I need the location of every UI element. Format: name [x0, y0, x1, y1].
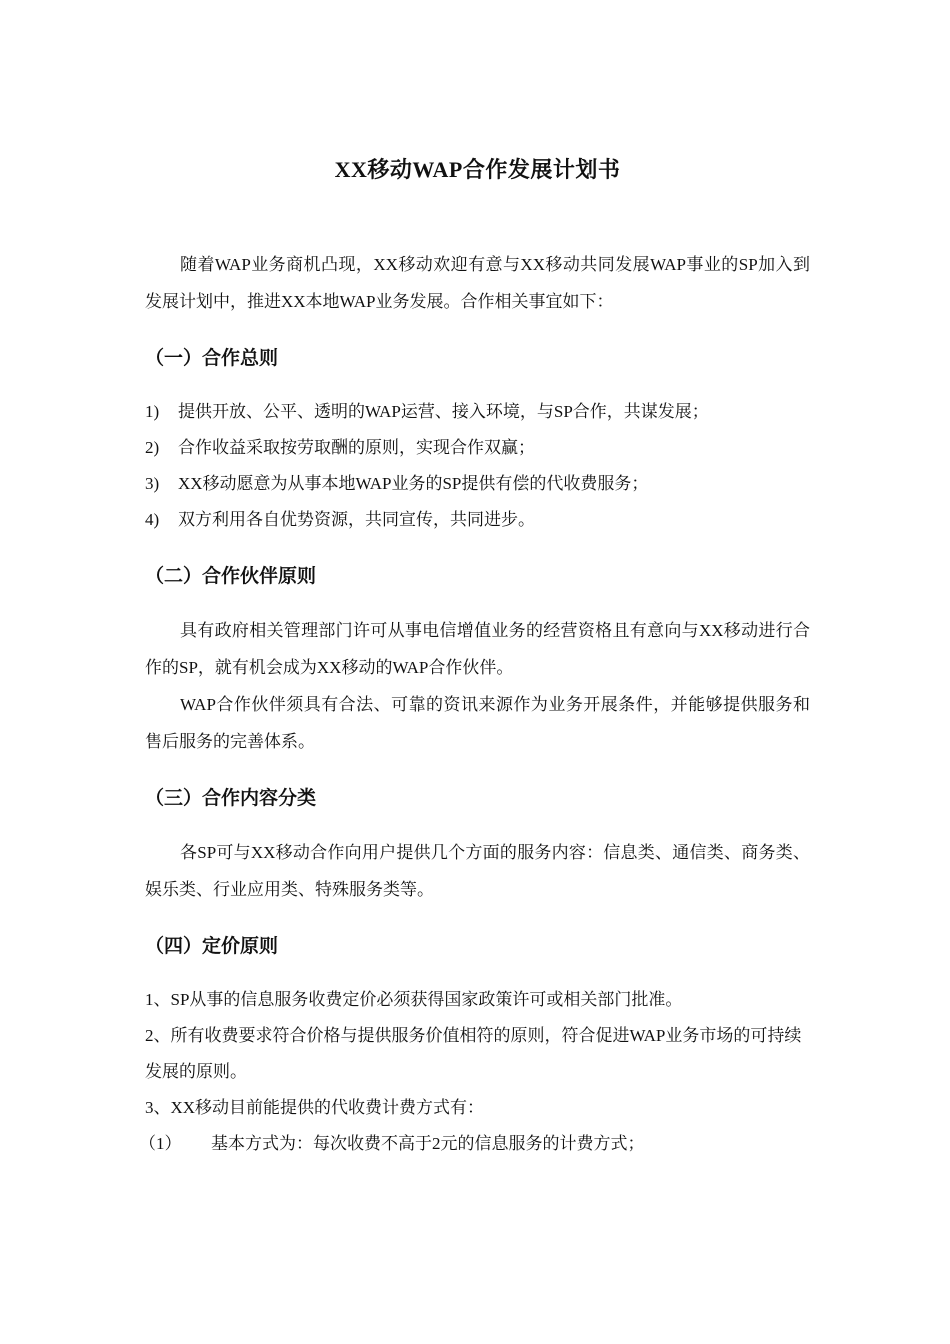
section-heading-partner: （二）合作伙伴原则 — [145, 566, 317, 587]
list-item — [145, 394, 810, 430]
intro-paragraph: 随着WAP业务商机凸现，XX移动欢迎有意与XX移动共同发展WAP事业的SP加入到发展计划中，推进XX本地WAP业务发展。合作相关事宜如下： — [145, 255, 810, 311]
list-text: XX移动愿意为从事本地WAP业务的SP提供有偿的代收费服务； — [178, 474, 649, 493]
list-text: 双方利用各自优势资源，共同宣传，共同进步。 — [178, 510, 535, 529]
list-item — [145, 466, 810, 502]
sub-item-number: （1） — [139, 1134, 182, 1153]
list-text: 提供开放、公平、透明的WAP运营、接入环境，与SP合作，共谋发展； — [178, 402, 709, 421]
pricing-line-1: 1、SP从事的信息服务收费定价必须获得国家政策许可或相关部门批准。 — [145, 990, 683, 1009]
list-number: 2) — [145, 438, 160, 457]
list-number: 1) — [145, 402, 160, 421]
list-text: 合作收益采取按劳取酬的原则，实现合作双赢； — [178, 438, 535, 457]
sub-item-text: 基本方式为：每次收费不高于2元的信息服务的计费方式； — [211, 1134, 645, 1153]
partner-paragraph-2: WAP合作伙伴须具有合法、可靠的资讯来源作为业务开展条件，并能够提供服务和售后服务的完善体系。 — [145, 695, 810, 751]
list-item — [145, 430, 810, 466]
list-item — [145, 502, 810, 538]
document-page — [139, 150, 810, 1162]
section-heading-pricing: （四）定价原则 — [145, 936, 279, 957]
pricing-line-2: 2、所有收费要求符合价格与提供服务价值相符的原则，符合促进WAP业务市场的可持续发展的原则。 — [145, 1026, 802, 1081]
list-number: 3) — [145, 474, 160, 493]
content-paragraph: 各SP可与XX移动合作向用户提供几个方面的服务内容：信息类、通信类、商务类、娱乐类、行业应用类、特殊服务类等。 — [145, 843, 810, 899]
pricing-sub-item — [139, 1126, 810, 1162]
section-heading-content: （三）合作内容分类 — [145, 788, 317, 809]
section-heading-general: （一）合作总则 — [145, 348, 279, 369]
pricing-line-3: 3、XX移动目前能提供的代收费计费方式有： — [145, 1098, 485, 1117]
general-principles-list — [145, 394, 810, 538]
document-title: XX移动WAP合作发展计划书 — [334, 157, 621, 182]
list-number: 4) — [145, 510, 160, 529]
partner-paragraph-1: 具有政府相关管理部门许可从事电信增值业务的经营资格且有意向与XX移动进行合作的SP，就有机会成为XX移动的WAP合作伙伴。 — [145, 621, 810, 677]
